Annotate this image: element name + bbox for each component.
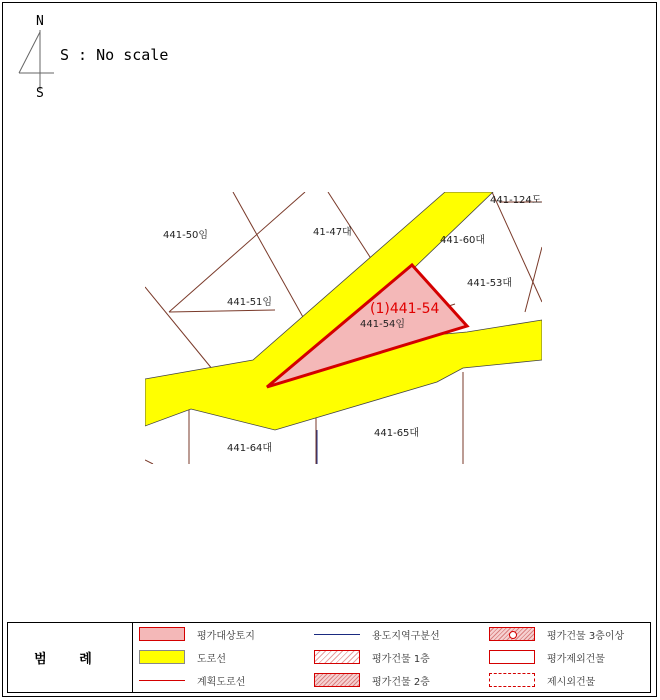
extra-building-swatch-icon [489, 673, 535, 687]
lot-label: 441-53대 [467, 278, 513, 289]
lot-label: 441-51임 [227, 297, 273, 308]
north-label: N [36, 14, 44, 29]
map-legend [7, 622, 651, 693]
excluded-building-swatch-icon [489, 650, 535, 664]
lot-label: 441-54임 [360, 319, 406, 330]
cadastral-map [145, 192, 542, 464]
lot-label: 441-64대 [227, 443, 273, 454]
legend-item: 제시외건물 [489, 671, 595, 689]
legend-item: 용도지역구분선 [314, 625, 440, 643]
legend-item: 도로선 [139, 648, 226, 666]
lot-label: 441-60대 [440, 235, 486, 246]
zoning-line-icon [314, 627, 360, 641]
legend-item: 평가건물 3층이상 [489, 625, 624, 643]
scale-note: S : No scale [60, 46, 169, 64]
legend-item: 평가대상토지 [139, 625, 255, 643]
subject-parcel-label: (1)441-54 [370, 301, 440, 317]
lot-label: 41-47대 [313, 227, 352, 238]
building-3f-swatch-icon [489, 627, 535, 641]
lot-label: 441-65대 [374, 428, 420, 439]
south-label: S [36, 86, 44, 101]
legend-item: 평가건물 1층 [314, 648, 430, 666]
road-swatch-icon [139, 650, 185, 664]
lot-label: 441-124도 [490, 195, 542, 206]
planned-road-line-icon [139, 673, 185, 687]
building-1f-swatch-icon [314, 650, 360, 664]
legend-title: 범 례 [8, 623, 133, 692]
building-2f-swatch-icon [314, 673, 360, 687]
legend-item: 평가건물 2층 [314, 671, 430, 689]
legend-item: 계획도로선 [139, 671, 245, 689]
legend-item: 평가제외건물 [489, 648, 605, 666]
lot-label: 441-50임 [163, 230, 209, 241]
subject-land-swatch-icon [139, 627, 185, 641]
